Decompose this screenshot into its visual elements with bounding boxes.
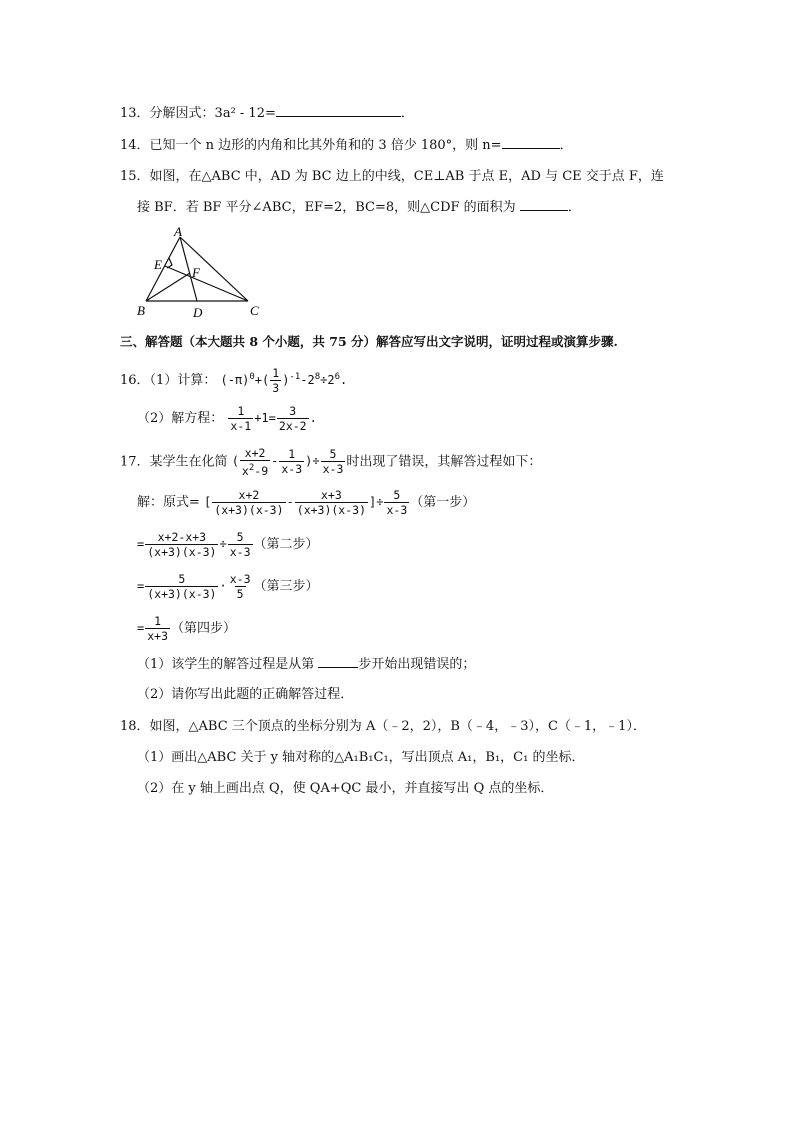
question-18 [120, 718, 646, 736]
step-label: （第二步） [253, 537, 319, 552]
label-E: E [154, 257, 162, 272]
solution-step-3 [137, 572, 319, 601]
question-16-part-2 [137, 404, 317, 433]
solution-label: 解：原式= [137, 495, 200, 510]
math-expression: = $\frac{1}{x+3}$ [137, 614, 169, 643]
question-number: 17． [120, 454, 150, 470]
solution-step-1 [137, 488, 475, 517]
label-A: A [174, 225, 182, 239]
question-text: （2）请你写出此题的正确解答过程． [137, 687, 354, 702]
question-text: 接 BF．若 BF 平分∠ABC，EF=2，BC=8，则△CDF 的面积为 [137, 200, 516, 215]
question-14: 14．已知一个 n 边形的内角和比其外角和的 3 倍少 180°，则 n= ． [120, 138, 573, 153]
edge-AB [146, 237, 180, 301]
question-text: 时出现了错误，其解答过程如下： [346, 454, 542, 470]
step-label: （第四步） [171, 621, 237, 636]
part-label: （1）计算： [149, 373, 217, 388]
question-number: 13． [120, 106, 150, 121]
answer-blank [502, 136, 560, 149]
question-text: （1）该学生的解答过程是从第 [137, 657, 315, 672]
math-expression: ( $\frac{x+2}{x^2-9}$ - $\frac{1}{x-3}$ )÷ $\frac{5}{x-3}$ [231, 446, 344, 478]
question-15-line-1 [120, 168, 664, 186]
triangle-figure [136, 225, 266, 320]
question-15-line-2: 接 BF．若 BF 平分∠ABC，EF=2，BC=8，则△CDF 的面积为 ． [137, 200, 581, 215]
section-heading: 三、解答题（本大题共 8 个小题，共 75 分）解答应写出文字说明，证明过程或演算步骤. [120, 334, 618, 349]
question-number: 16． [120, 373, 150, 388]
question-13: 13．分解因式：3a² - 12= ． [120, 106, 414, 121]
edge-AC [180, 237, 248, 301]
question-text: 步开始出现错误的； [358, 657, 476, 672]
answer-blank [520, 198, 568, 211]
math-expression: $\frac{1}{x-1}$ +1= $\frac{3}{2x-2}$ . [230, 404, 317, 433]
question-16-part-1 [120, 366, 347, 395]
question-17-sub-2 [137, 686, 353, 704]
math-expression: [ $\frac{x+2}{(x+3)(x-3)}$ - $\frac{x+3}{(x+3)(x-3)}$ ]÷ $\frac{5}{x-3}$ [204, 488, 408, 517]
label-C: C [250, 303, 259, 318]
label-D: D [193, 305, 203, 320]
question-number: 14． [120, 138, 150, 153]
bisector-BF [146, 273, 190, 301]
question-17-sub-1 [137, 655, 475, 674]
answer-blank [318, 655, 358, 668]
question-text: 分解因式：3a² - 12= [149, 106, 276, 121]
part-label: （2）解方程： [137, 411, 224, 426]
altitude-CE [165, 266, 248, 301]
math-expression: $(-\pi)^0+$( $\frac{1}{3}$ )$^{-1}-2^8\div 2^6$. [220, 366, 348, 395]
question-number: 18． [120, 719, 150, 734]
question-text: （2）在 y 轴上画出点 Q，使 QA+QC 最小，并直接写出 Q 点的坐标． [137, 781, 554, 796]
question-text: （1）画出△ABC 关于 y 轴对称的△A₁B₁C₁，写出顶点 A₁，B₁，C₁ 的坐标． [137, 750, 585, 765]
solution-step-2 [137, 530, 319, 559]
question-number: 15． [120, 169, 150, 184]
label-F: F [192, 265, 200, 280]
step-label: （第一步） [410, 495, 476, 510]
step-label: （第三步） [253, 579, 319, 594]
question-text: 已知一个 n 边形的内角和比其外角和的 3 倍少 180°，则 n= [149, 138, 502, 153]
solution-step-4 [137, 614, 236, 643]
math-expression: = $\frac{x+2-x+3}{(x+3)(x-3)}$ ÷ $\frac{5}{x-3}$ [137, 530, 251, 559]
question-text: 如图，在△ABC 中，AD 为 BC 边上的中线，CE⊥AB 于点 E，AD 与 CE 交于点 F，连 [149, 169, 664, 184]
question-text: 如图，△ABC 三个顶点的坐标分别为 A（﹣2，2），B（﹣4，﹣3），C（﹣1，﹣1）． [149, 719, 646, 734]
math-expression: = $\frac{5}{(x+3)(x-3)}$ · $\frac{x-3}{5}$ [137, 572, 251, 601]
question-17-intro: 17．某学生在化简 ( $\frac{x+2}{x^2-9}$ - $\frac{1}{x-3}$ )÷ $\frac{5}{x-3}$ 时出现了错误，其解答过程如下： [120, 446, 542, 478]
question-18-sub-1 [137, 749, 584, 767]
answer-blank [276, 104, 401, 117]
label-B: B [137, 303, 145, 318]
question-18-sub-2 [137, 780, 553, 798]
